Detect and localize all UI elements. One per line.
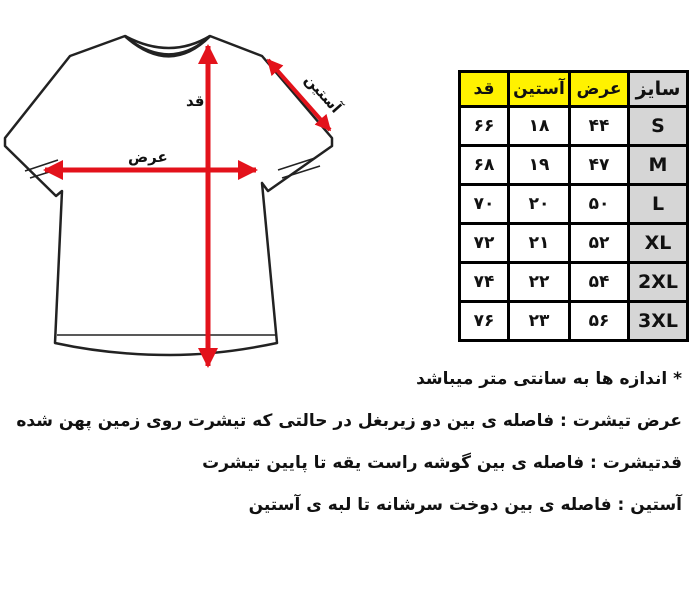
width-cell: ۵۶ [570,302,629,341]
size-table [458,70,689,342]
size-cell: L [629,185,688,224]
height-cell: ۶۶ [460,107,509,146]
width-cell: ۴۷ [570,146,629,185]
sleeve-cell: ۲۰ [509,185,570,224]
height-cell: ۷۴ [460,263,509,302]
sleeve-cell: ۲۲ [509,263,570,302]
header-height: قد [460,72,509,107]
table-header-row [460,72,688,107]
tshirt-outline [5,36,332,355]
height-label: قد [186,92,205,110]
table-row [460,224,688,263]
sleeve-cell: ۲۱ [509,224,570,263]
width-cell: ۵۰ [570,185,629,224]
table-row [460,263,688,302]
note-units: * اندازه ها به سانتی متر میباشد [416,369,682,389]
size-cell: M [629,146,688,185]
header-size: سایز [629,72,688,107]
size-cell: XL [629,224,688,263]
table-row [460,302,688,341]
tshirt-diagram [0,28,350,378]
height-cell: ۷۲ [460,224,509,263]
sleeve-cell: ۱۹ [509,146,570,185]
height-cell: ۷۶ [460,302,509,341]
table-row [460,146,688,185]
measurement-notes [18,368,682,536]
width-cell: ۴۴ [570,107,629,146]
sleeve-cell: ۱۸ [509,107,570,146]
header-width: عرض [570,72,629,107]
note-width-definition: عرض تیشرت : فاصله ی بین دو زیربغل در حالتی که تیشرت روی زمین پهن شده [16,411,682,431]
width-cell: ۵۴ [570,263,629,302]
note-sleeve-definition: آستین : فاصله ی بین دوخت سرشانه تا لبه ی آستین [248,495,682,515]
width-cell: ۵۲ [570,224,629,263]
size-cell: S [629,107,688,146]
width-label: عرض [128,148,168,166]
table-row [460,185,688,224]
header-sleeve: آستین [509,72,570,107]
sleeve-cell: ۲۳ [509,302,570,341]
size-cell: 2XL [629,263,688,302]
sleeve-label: آستین [301,70,345,117]
height-cell: ۶۸ [460,146,509,185]
note-height-definition: قدتیشرت : فاصله ی بین گوشه راست یقه تا پایین تیشرت [202,453,682,473]
table-row [460,107,688,146]
size-cell: 3XL [629,302,688,341]
height-cell: ۷۰ [460,185,509,224]
